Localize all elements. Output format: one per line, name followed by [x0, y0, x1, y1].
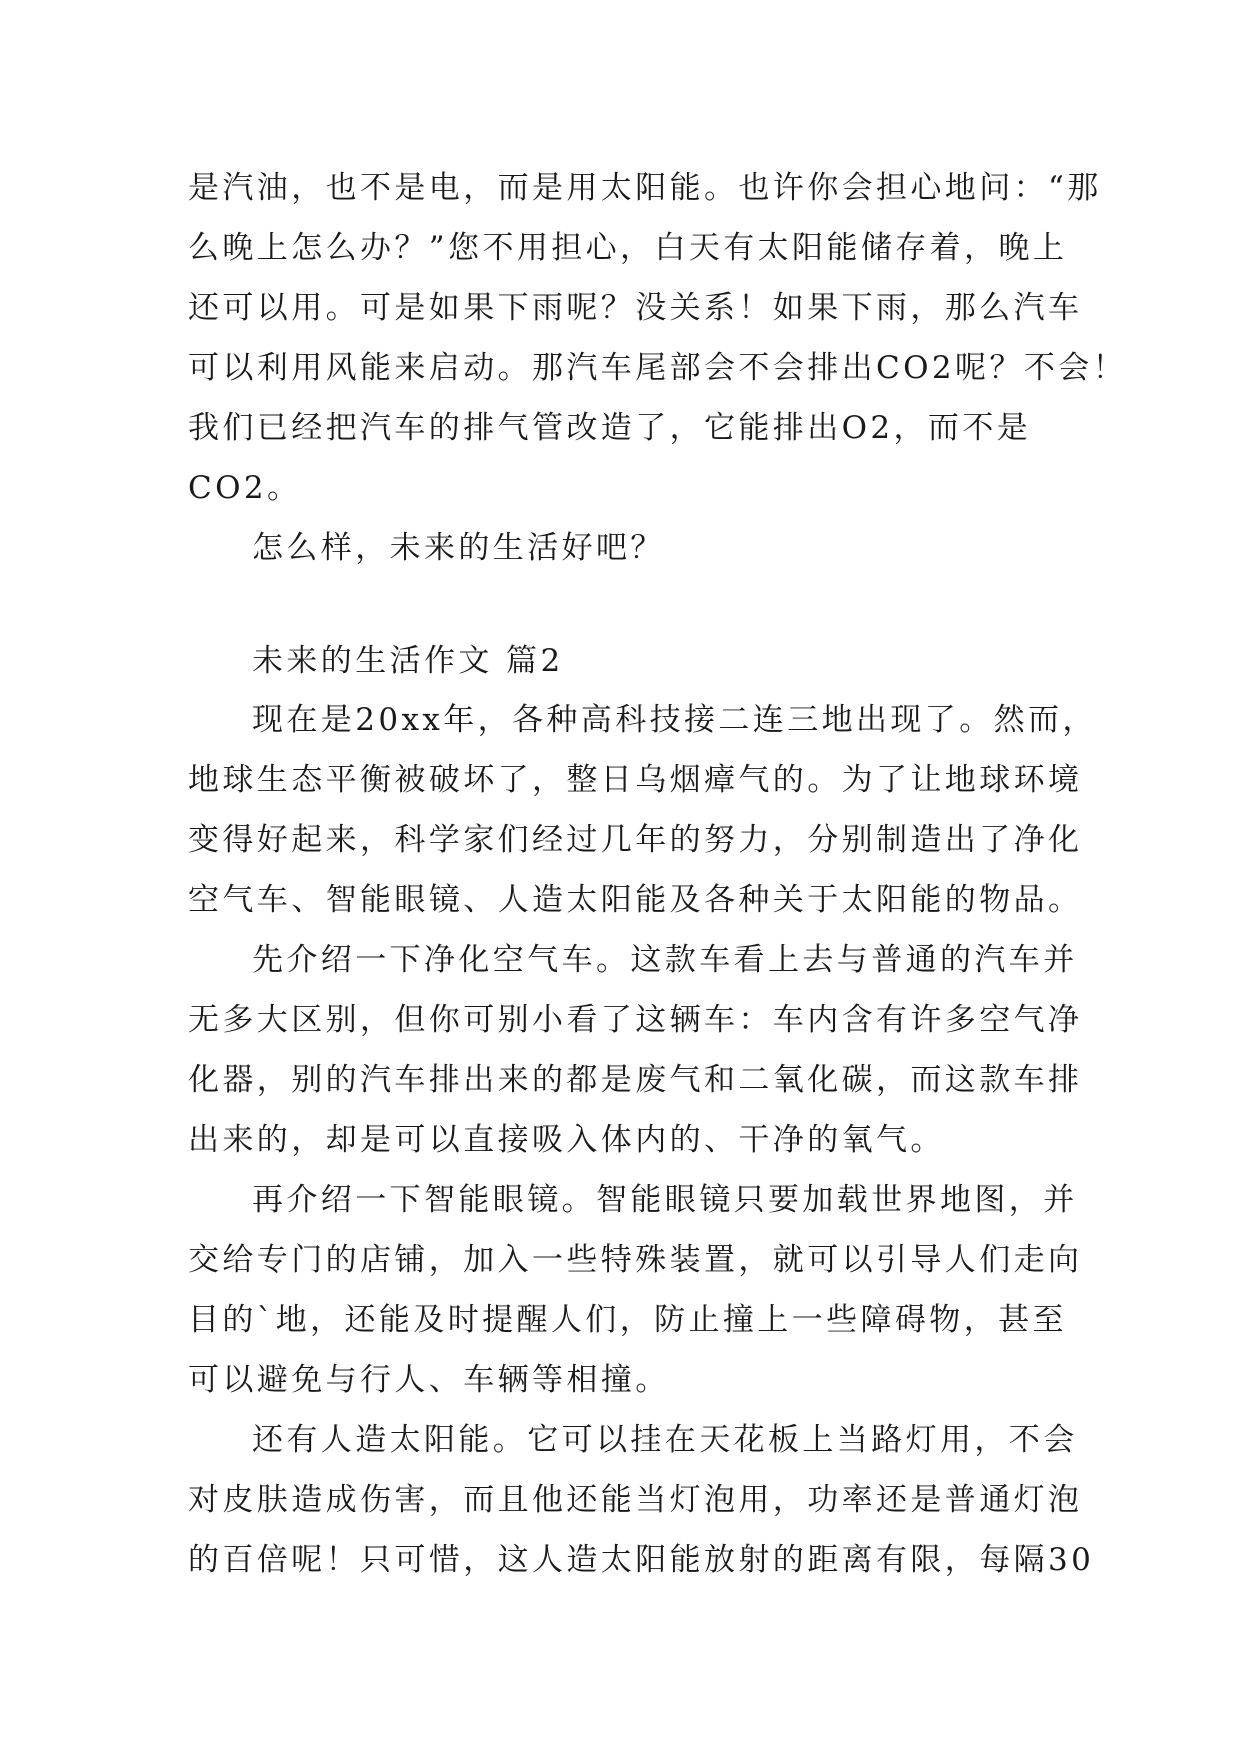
text-line: 是汽油，也不是电，而是用太阳能。也许你会担心地问：“那	[188, 170, 1102, 206]
text-line: 现在是20xx年，各种高科技接二连三地出现了。然而，	[252, 702, 1097, 738]
section-heading: 未来的生活作文 篇2	[252, 643, 564, 679]
text-line: CO2。	[188, 470, 302, 506]
text-line: 出来的，却是可以直接吸入体内的、干净的氧气。	[188, 1122, 945, 1158]
text-line: 空气车、智能眼镜、人造太阳能及各种关于太阳能的物品。	[188, 882, 1083, 918]
text-line: 变得好起来，科学家们经过几年的努力，分别制造出了净化	[188, 822, 1083, 858]
text-line: 我们已经把汽车的排气管改造了，它能排出O2，而不是	[188, 410, 1032, 446]
text-line: 可以避免与行人、车辆等相撞。	[188, 1362, 670, 1398]
text-line: 先介绍一下净化空气车。这款车看上去与普通的汽车并	[252, 942, 1078, 978]
text-line: 地球生态平衡被破坏了，整日乌烟瘴气的。为了让地球环境	[188, 762, 1083, 798]
text-line: 目的`地，还能及时提醒人们，防止撞上一些障碍物，甚至	[188, 1302, 1067, 1338]
text-line: 怎么样，未来的生活好吧？	[252, 530, 665, 566]
text-line: 可以利用风能来启动。那汽车尾部会不会排出CO2呢？不会！	[188, 350, 1128, 386]
text-line: 化器，别的汽车排出来的都是废气和二氧化碳，而这款车排	[188, 1062, 1083, 1098]
text-line: 再介绍一下智能眼镜。智能眼镜只要加载世界地图，并	[252, 1182, 1078, 1218]
text-line: 的百倍呢！只可惜，这人造太阳能放射的距离有限，每隔30	[188, 1542, 1095, 1578]
text-line: 对皮肤造成伤害，而且他还能当灯泡用，功率还是普通灯泡	[188, 1482, 1083, 1518]
text-line: 么晚上怎么办？”您不用担心，白天有太阳能储存着，晚上	[188, 230, 1068, 266]
text-line: 还有人造太阳能。它可以挂在天花板上当路灯用，不会	[252, 1422, 1078, 1458]
text-line: 交给专门的店铺，加入一些特殊装置，就可以引导人们走向	[188, 1242, 1083, 1278]
text-line: 无多大区别，但你可别小看了这辆车：车内含有许多空气净	[188, 1002, 1083, 1038]
text-line: 还可以用。可是如果下雨呢？没关系！如果下雨，那么汽车	[188, 290, 1083, 326]
